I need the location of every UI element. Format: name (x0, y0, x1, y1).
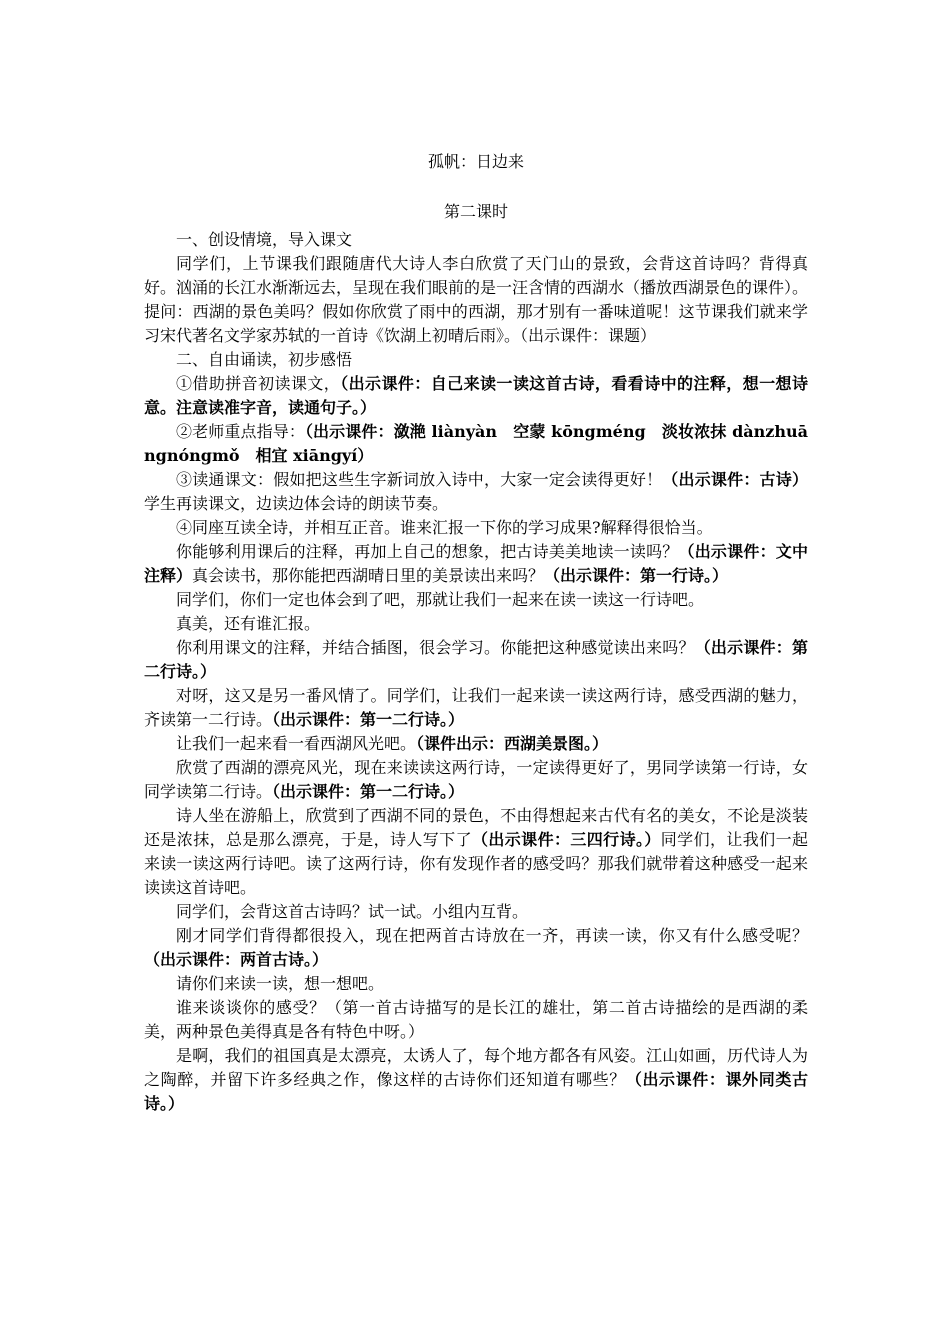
paragraph-text: 真会读书，那你能把西湖晴日里的美景读出来吗？ (192, 566, 545, 585)
courseware-note: （出示课件：文中注释） (144, 542, 808, 585)
paragraph: 同学们，上节课我们跟随唐代大诗人李白欣赏了天门山的景致，会背这首诗吗？背得真好。汹涌的长江水渐渐远去，呈现在我们眼前的是一汪含情的西湖水（播放西湖景色的课件）。提问：西湖的景色美吗？假如你欣赏了雨中的西湖，那才别有一番味道呢！这节课我们就来学习宋代著名文学家苏轼的一首诗《饮湖上初晴后雨》。（出示课件：课题） (144, 254, 809, 345)
paragraph: 谁来谈谈你的感受？（第一首古诗描写的是长江的雄壮，第二首古诗描绘的是西湖的柔美，两种景色美得真是各有特色中呀。） (144, 998, 808, 1041)
paragraph: 真美，还有谁汇报。 (176, 614, 321, 633)
paragraph-text: 对呀，这又是另一番风情了。同学们，让我们一起来读一读这两行诗，感受西湖的魅力，齐读第一二行诗。 (144, 686, 808, 729)
paragraph-step-3 (144, 468, 808, 516)
paragraph-text: 你能够利用课后的注释，再加上自己的想象，把古诗美美地读一读吗？ (176, 542, 679, 561)
paragraph-text: 是啊，我们的祖国真是太漂亮，太诱人了，每个地方都各有风姿。江山如画，历代诗人为之陶醉，并留下许多经典之作，像这样的古诗你们还知道有哪些？ (144, 1046, 808, 1089)
paragraph (144, 540, 808, 588)
paragraph-step-2 (144, 420, 808, 468)
paragraph: 同学们，你们一定也体会到了吧，那就让我们一起来在读一读这一行诗吧。 (176, 590, 705, 609)
paragraph-text: 刚才同学们背得都很投入，现在把两首古诗放在一齐，再读一读，你又有什么感受呢？ (176, 926, 808, 945)
paragraph (144, 924, 808, 972)
section-heading-1: 一、创设情境，导入课文 (176, 230, 353, 249)
document-page (144, 143, 808, 1116)
paragraph-text: 学生再读课文，边读边体会诗的朗读节奏。 (144, 494, 449, 513)
paragraph (144, 732, 808, 756)
courseware-note: （出示课件：潋滟 liànyàn 空蒙 kōngméng 淡妆浓抹 dànzhuāngnóngmǒ 相宜 xiāngyí） (144, 422, 808, 465)
section-heading-2: 二、自由诵读，初步感悟 (176, 350, 353, 369)
courseware-note: （出示课件：第一行诗。） (544, 566, 729, 585)
courseware-note: （课件出示：西湖美景图。） (416, 734, 609, 753)
paragraph-text: 同学们，让我们一起来读一读这两行诗吧。读了这两行诗，你有发现作者的感受吗？那我们就带着这种感受一起来读读这首诗吧。 (144, 830, 808, 897)
courseware-note: （出示课件：两首古诗。） (144, 950, 329, 969)
courseware-note: （出示课件：课外同类古诗。） (144, 1070, 808, 1113)
paragraph-step-4: ④同座互读全诗，并相互正音。谁来汇报一下你的学习成果?解释得很恰当。 (176, 518, 713, 537)
paragraph-text: 诗人坐在游船上，欣赏到了西湖不同的景色，不由得想起来古代有名的美女，不论是淡装还是浓抹，总是那么漂亮，于是，诗人写下了 (144, 806, 808, 849)
document-title: 孤帆：日边来 (427, 152, 524, 171)
paragraph-text: 欣赏了西湖的漂亮风光，现在来读读这两行诗，一定读得更好了，男同学读第一行诗，女同学读第二行诗。 (144, 758, 808, 801)
paragraph (144, 636, 808, 684)
paragraph: 请你们来读一读，想一想吧。 (176, 974, 385, 993)
paragraph (144, 804, 808, 900)
lesson-subtitle: 第二课时 (443, 202, 508, 221)
courseware-note: （出示课件：自己来读一读这首古诗，看看诗中的注释，想一想诗意。注意读准字音，读通句子。） (144, 374, 808, 417)
paragraph: 同学们，会背这首古诗吗？试一试。小组内互背。 (176, 902, 529, 921)
paragraph-text: ①借助拼音初读课文， (176, 374, 341, 393)
paragraph-text: ③读通课文：假如把这些生字新词放入诗中，大家一定会读得更好！ (176, 470, 663, 489)
paragraph-step-1 (144, 372, 808, 420)
paragraph (144, 684, 808, 732)
courseware-note: （出示课件：第一二行诗。） (272, 782, 465, 801)
paragraph-text: 让我们一起来看一看西湖风光吧。 (176, 734, 417, 753)
paragraph (144, 1044, 808, 1116)
paragraph (144, 756, 808, 804)
courseware-note: （出示课件：三四行诗。） (471, 830, 661, 849)
courseware-note: （出示课件：第二行诗。） (144, 638, 808, 681)
paragraph-text: ②老师重点指导： (176, 422, 305, 441)
courseware-note: （出示课件：第一二行诗。） (272, 710, 465, 729)
paragraph-text: 你利用课文的注释，并结合插图，很会学习。你能把这种感觉读出来吗？ (176, 638, 695, 657)
courseware-note: （出示课件：古诗） (662, 470, 808, 489)
